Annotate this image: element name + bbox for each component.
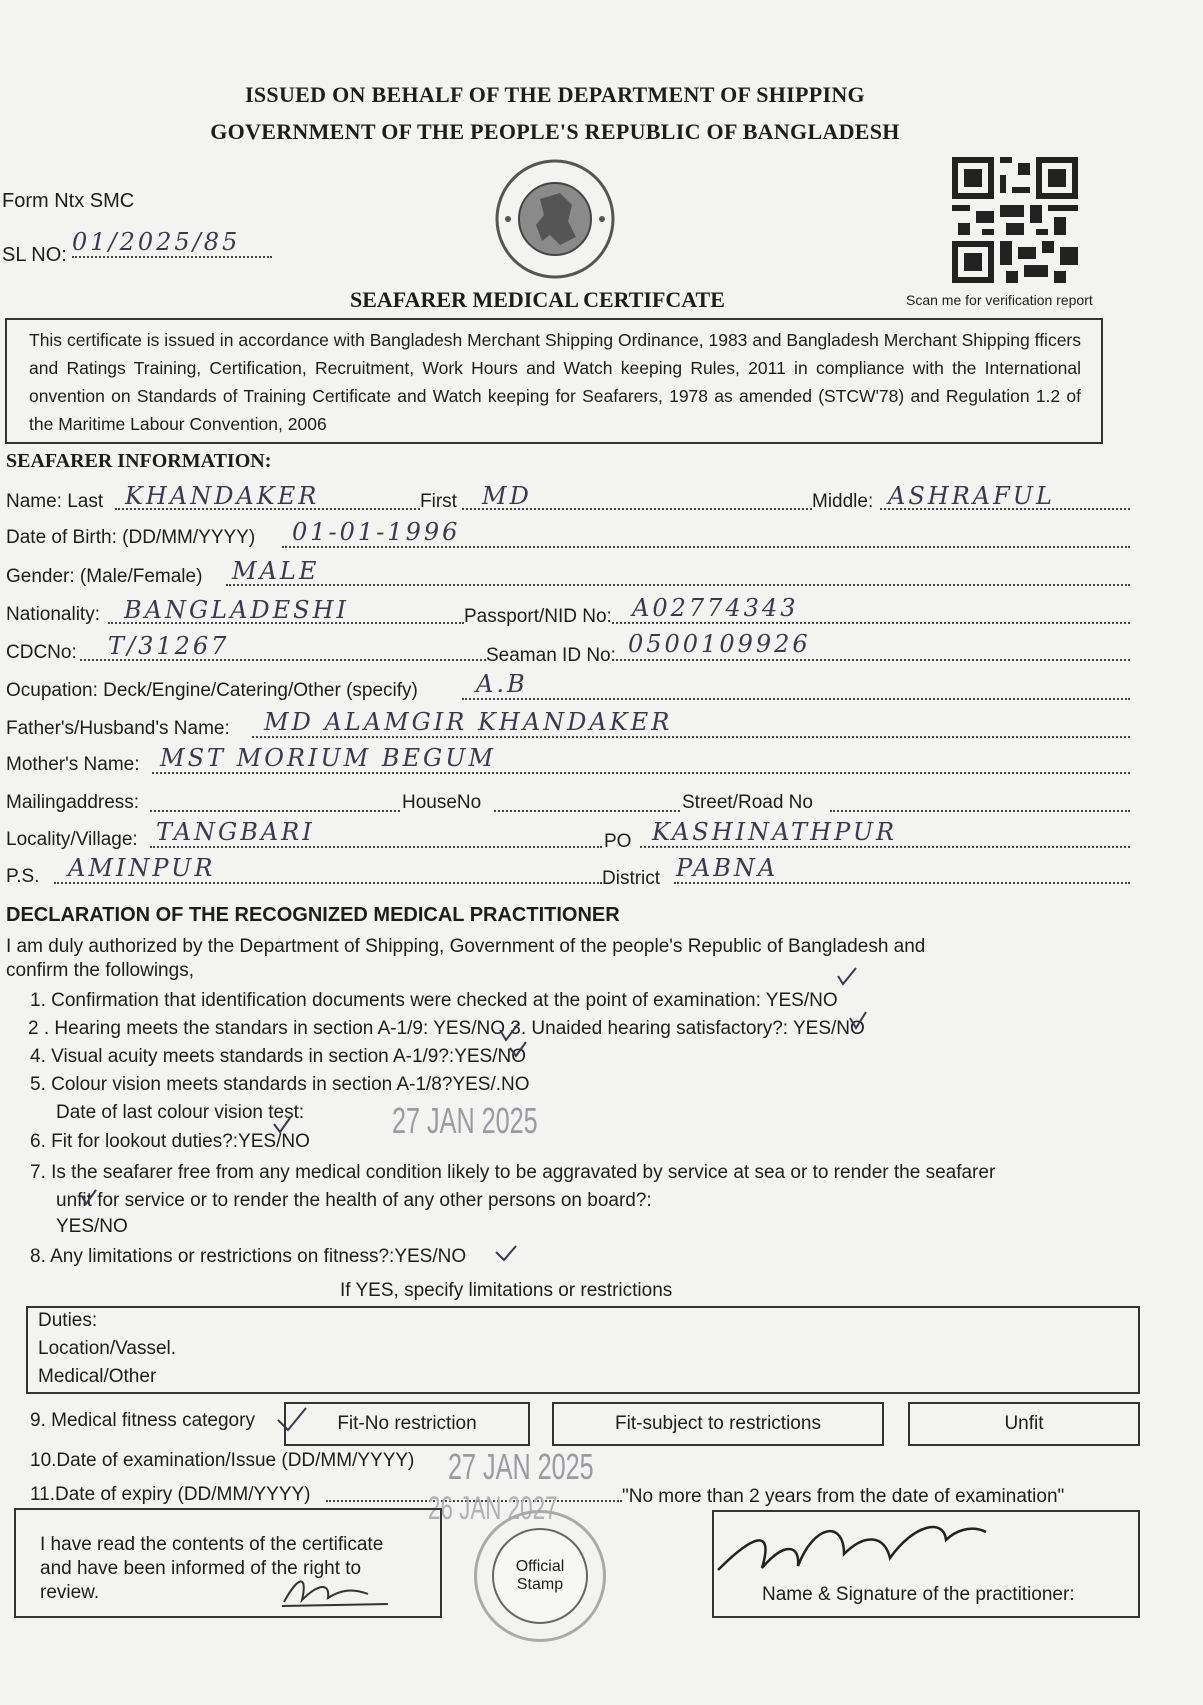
declaration-intro-2: confirm the followings, xyxy=(6,960,194,981)
ack-line-2: and have been informed of the right to xyxy=(40,1558,362,1579)
category-fit-no-restriction[interactable] xyxy=(284,1402,530,1446)
category-unfit[interactable] xyxy=(908,1402,1140,1446)
form-number: Form Ntx SMC xyxy=(2,190,135,212)
district-label: District xyxy=(602,868,661,889)
locality-label: Locality/Village: xyxy=(6,829,138,850)
ps-label: P.S. xyxy=(6,866,40,887)
item-6: 6. Fit for lookout duties?:YES/NO xyxy=(30,1131,310,1152)
qr-caption: Scan me for verification report xyxy=(906,292,1093,308)
qr-code-icon[interactable] xyxy=(952,157,1078,283)
district-line xyxy=(674,882,1130,884)
locality-line xyxy=(150,846,602,848)
item-1: 1. Confirmation that identification documents were checked at the point of examination: YES/NO xyxy=(30,990,838,1011)
section-heading-declaration: DECLARATION OF THE RECOGNIZED MEDICAL PRACTITIONER xyxy=(6,904,620,926)
expiry-note: "No more than 2 years from the date of examination" xyxy=(622,1486,1065,1507)
location-label: Location/Vassel. xyxy=(38,1338,177,1359)
mother-line xyxy=(152,772,1130,774)
gender-line xyxy=(226,584,1130,586)
header-line-2: GOVERNMENT OF THE PEOPLE'S REPUBLIC OF BANGLADESH xyxy=(210,119,900,144)
header-line-1: ISSUED ON BEHALF OF THE DEPARTMENT OF SHIPPING xyxy=(245,82,865,107)
section-heading-info: SEAFARER INFORMATION: xyxy=(6,450,272,472)
category-fit-subject-label: Fit-subject to restrictions xyxy=(615,1413,821,1434)
cdc-label: CDCNo: xyxy=(6,642,77,663)
name-last-label: Name: Last xyxy=(6,491,104,512)
acknowledgement-box xyxy=(14,1508,442,1618)
passport-label: Passport/NID No: xyxy=(464,606,612,627)
gender-value: MALE xyxy=(232,557,320,585)
ack-line-3: review. xyxy=(40,1582,100,1603)
duties-label: Duties: xyxy=(38,1310,98,1331)
seaman-id-value: 0500109926 xyxy=(628,630,811,658)
occupation-value: A.B xyxy=(476,670,528,698)
name-middle-label: Middle: xyxy=(812,491,874,512)
item-7-line-3: YES/NO xyxy=(56,1216,128,1237)
passport-line xyxy=(612,622,1130,624)
item-11: 11.Date of expiry (DD/MM/YYYY) xyxy=(30,1484,311,1505)
district-value: PABNA xyxy=(676,854,779,882)
seafarer-signature-icon xyxy=(278,1570,398,1615)
occupation-label: Ocupation: Deck/Engine/Catering/Other (specify) xyxy=(6,680,418,701)
passport-value: A02774343 xyxy=(632,594,799,622)
house-no-label: HouseNo xyxy=(402,792,482,813)
if-yes-label: If YES, specify limitations or restrictions xyxy=(340,1280,673,1301)
practitioner-signature-box xyxy=(712,1510,1140,1618)
stamp-line-2: Stamp xyxy=(516,1576,564,1593)
item-5-date-label: Date of last colour vision test: xyxy=(56,1102,305,1123)
dob-label: Date of Birth: (DD/MM/YYYY) xyxy=(6,527,256,548)
dob-line xyxy=(282,546,1130,548)
medical-other-label: Medical/Other xyxy=(38,1366,157,1387)
mailing-line xyxy=(150,810,400,812)
category-unfit-label: Unfit xyxy=(1004,1413,1044,1434)
cdc-value: T/31267 xyxy=(108,632,230,660)
name-last-value: KHANDAKER xyxy=(125,482,320,510)
practitioner-signature-icon xyxy=(714,1514,1074,1589)
street-line xyxy=(830,810,1130,812)
name-middle-value: ASHRAFUL xyxy=(888,482,1055,510)
item-5: 5. Colour vision meets standards in section A-1/8?YES/.NO xyxy=(30,1074,530,1095)
item-2-3: 2 . Hearing meets the standars in section A-1/9: YES/NO 3. Unaided hearing satisfactory?: YES/NO xyxy=(28,1018,865,1039)
item-9: 9. Medical fitness category xyxy=(30,1410,255,1431)
sl-value: 01/2025/85 xyxy=(72,228,272,258)
official-stamp xyxy=(474,1510,606,1642)
declaration-intro-1: I am duly authorized by the Department of Shipping, Government of the people's Republic of Bangladesh and xyxy=(6,936,926,957)
restrictions-box xyxy=(26,1306,1140,1394)
colour-vision-date-stamp: 27 JAN 2025 xyxy=(392,1100,538,1141)
ack-line-1: I have read the contents of the certificate xyxy=(40,1534,384,1555)
issue-date-stamp: 27 JAN 2025 xyxy=(448,1446,594,1487)
expiry-date-stamp: 26 JAN 2027 xyxy=(428,1490,558,1526)
ps-value: AMINPUR xyxy=(68,854,216,882)
nationality-label: Nationality: xyxy=(6,604,100,625)
father-label: Father's/Husband's Name: xyxy=(6,718,230,739)
po-label: PO xyxy=(604,831,632,852)
seaman-id-line xyxy=(612,659,1130,661)
gender-label: Gender: (Male/Female) xyxy=(6,566,203,587)
stamp-line-1: Official xyxy=(515,1558,565,1575)
po-line xyxy=(640,846,1130,848)
item-4: 4. Visual acuity meets standards in section A-1/9?:YES/NO xyxy=(30,1046,527,1067)
father-value: MD ALAMGIR KHANDAKER xyxy=(264,708,673,736)
mailing-label: Mailingaddress: xyxy=(6,792,140,813)
category-fit-no-restriction-label: Fit-No restriction xyxy=(337,1413,477,1434)
po-value: KASHINATHPUR xyxy=(652,818,898,846)
item-7-line-2: unfit for service or to render the health of any other persons on board?: xyxy=(56,1190,652,1211)
father-line xyxy=(252,736,1130,738)
name-first-label: First xyxy=(420,491,457,512)
item-8: 8. Any limitations or restrictions on fitness?:YES/NO xyxy=(30,1246,467,1267)
seaman-id-label: Seaman ID No: xyxy=(486,645,616,666)
intro-box xyxy=(5,318,1103,444)
house-no-line xyxy=(494,810,680,812)
intro-text: This certificate is issued in accordance with Bangladesh Merchant Shipping Ordinance, 1983 and Bangladesh Merchant Shipping fficers and Ratings Training, Certification, Recruitment, Work Hours and Watch keeping Rules, 2011 in compliance with the International onvention on Standards of Training Certificate and Watch keeping for Seafarers, 1978 as amended (STCW'78) and Regulation 1.2 of the Maritime Labour Convention, 2006 xyxy=(29,330,1081,434)
mother-value: MST MORIUM BEGUM xyxy=(160,744,497,772)
occupation-line xyxy=(462,698,1130,700)
government-seal-icon xyxy=(488,157,623,282)
category-fit-subject[interactable] xyxy=(552,1402,884,1446)
ps-line xyxy=(54,882,602,884)
locality-value: TANGBARI xyxy=(156,818,315,846)
sl-label: SL NO: xyxy=(2,244,67,266)
street-label: Street/Road No xyxy=(682,792,813,813)
practitioner-signature-label: Name & Signature of the practitioner: xyxy=(762,1584,1075,1605)
certificate-title: SEAFARER MEDICAL CERTIFCATE xyxy=(350,287,725,312)
dob-value: 01-01-1996 xyxy=(292,518,461,546)
item-7-line-1: 7. Is the seafarer free from any medical condition likely to be aggravated by service at sea or to render the seafarer xyxy=(30,1162,996,1183)
item-10: 10.Date of examination/Issue (DD/MM/YYYY) xyxy=(30,1450,415,1471)
mother-label: Mother's Name: xyxy=(6,754,140,775)
nationality-value: BANGLADESHI xyxy=(124,596,350,624)
name-first-value: MD xyxy=(482,482,532,510)
